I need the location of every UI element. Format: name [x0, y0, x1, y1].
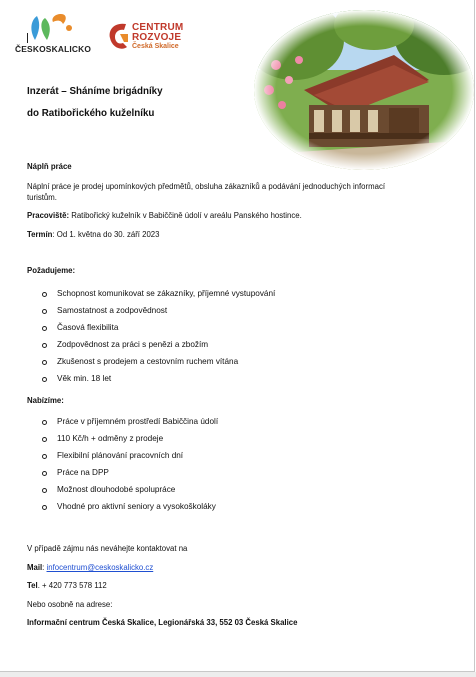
centrum-logo-line3: Česká Skalice	[132, 43, 179, 50]
centrum-logo-line1: CENTRUM	[132, 22, 184, 33]
contact-intro: V případě zájmu nás neváhejte kontaktovat na	[27, 544, 188, 553]
circle-bullet-icon	[42, 420, 47, 425]
ceskoskalicko-logo	[15, 10, 103, 56]
ceskoskalicko-logo-text: ČESKOSKALICKO	[15, 44, 92, 54]
circle-bullet-icon	[42, 505, 47, 510]
ad-title-line2: do Ratibořického kuželníku	[27, 108, 155, 119]
offer-heading: Nabízíme:	[27, 396, 64, 405]
requirements-heading: Požadujeme:	[27, 266, 76, 275]
circle-bullet-icon	[42, 437, 47, 442]
workplace-value: Ratibořický kuželník v Babiččině údolí v areálu Panského hostince.	[69, 211, 302, 220]
in-person-text: Nebo osobně na adrese:	[27, 600, 113, 609]
mail-label: Mail	[27, 563, 43, 572]
centrum-rozvoje-logo	[108, 20, 204, 54]
circle-bullet-icon	[42, 326, 47, 331]
term-label: Termín	[27, 230, 53, 239]
window-bottom-strip	[0, 672, 476, 677]
workplace-label: Pracoviště:	[27, 211, 70, 220]
circle-bullet-icon	[42, 292, 47, 297]
circle-bullet-icon	[42, 488, 47, 493]
term-value: : Od 1. května do 30. září 2023	[52, 230, 160, 239]
kuzelnik-photo	[254, 10, 474, 170]
circle-bullet-icon	[42, 343, 47, 348]
circle-bullet-icon	[42, 377, 47, 382]
mail-separator: :	[42, 563, 47, 572]
circle-bullet-icon	[42, 360, 47, 365]
workplace-line	[27, 211, 302, 220]
centrum-rozvoje-logo-mark	[108, 20, 130, 52]
tel-label: Tel	[27, 581, 38, 590]
circle-bullet-icon	[42, 309, 47, 314]
job-description-line1: Náplní práce je prodej upomínkových předmětů, obsluha zákazníků a podávání jednoduchých informací	[27, 182, 386, 191]
circle-bullet-icon	[42, 471, 47, 476]
tel-value: . + 420 773 578 112	[37, 581, 107, 590]
address-text: Informační centrum Česká Skalice, Legionářská 33, 552 03 Česká Skalice	[27, 618, 298, 627]
ceskoskalicko-logo-mark	[15, 10, 103, 44]
job-heading: Náplň práce	[27, 162, 72, 171]
ad-title-line1: Inzerát – Sháníme brigádníky	[27, 86, 163, 97]
job-description-line2: turistům.	[27, 193, 57, 202]
mail-line	[27, 563, 153, 572]
circle-bullet-icon	[42, 454, 47, 459]
centrum-logo-line2: ROZVOJE	[132, 32, 182, 43]
tel-line	[27, 581, 107, 590]
term-line	[27, 230, 159, 239]
email-link[interactable]: infocentrum@ceskoskalicko.cz	[46, 563, 154, 572]
